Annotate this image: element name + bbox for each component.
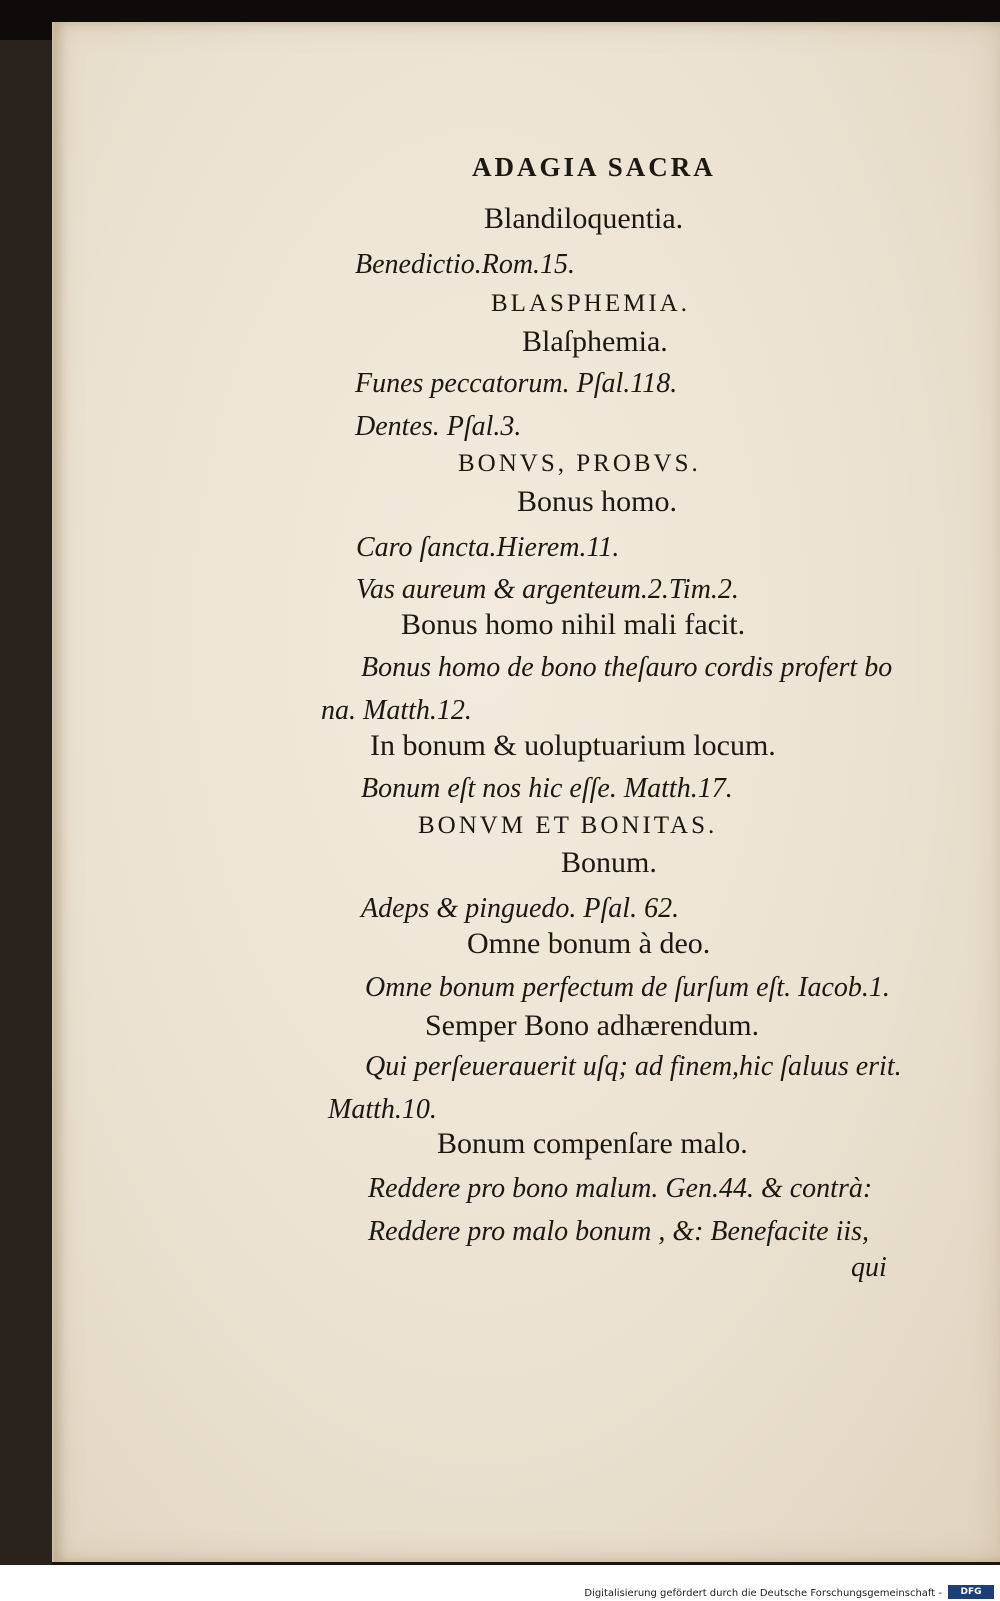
entry-heading: In bonum & uoluptuarium locum. xyxy=(370,729,776,762)
entry-citation: Reddere pro bono malum. Gen.44. & contrà: xyxy=(368,1173,873,1204)
footer-credit: Digitalisierung gefördert durch die Deutsche Forschungsgemeinschaft - xyxy=(584,1588,942,1599)
entry-citation: Dentes. Pſal.3. xyxy=(355,411,522,442)
entry-heading: Blandiloquentia. xyxy=(484,202,684,235)
entry-heading: Bonus homo. xyxy=(517,485,678,518)
entry-citation: Qui perſeuerauerit uſq; ad finem,hic ſaluus erit. xyxy=(365,1051,902,1082)
entry-citation: Caro ſancta.Hierem.11. xyxy=(356,532,620,563)
running-header: ADAGIA SACRA xyxy=(472,152,716,182)
entry-citation-continued: Matth.10. xyxy=(328,1094,437,1125)
entry-citation: Bonus homo de bono theſauro cordis profert bo xyxy=(361,652,893,683)
catchword: qui xyxy=(851,1252,887,1283)
entry-heading: Bonum. xyxy=(561,846,657,879)
left-border xyxy=(0,40,52,1565)
entry-citation: Omne bonum perfectum de ſurſum eſt. Iacob.1. xyxy=(365,972,890,1003)
entry-citation: Funes peccatorum. Pſal.118. xyxy=(355,368,678,399)
entry-heading: Blaſphemia. xyxy=(522,325,668,358)
section-heading: BONVM ET BONITAS. xyxy=(418,812,718,839)
entry-citation: Benedictio.Rom.15. xyxy=(355,249,576,280)
entry-citation-continued: na. Matth.12. xyxy=(321,695,472,726)
entry-heading: Semper Bono adhærendum. xyxy=(425,1009,760,1042)
entry-citation: Reddere pro malo bonum , &: Benefacite iis, xyxy=(368,1216,870,1247)
section-heading: BLASPHEMIA. xyxy=(491,290,690,317)
entry-citation: Bonum eſt nos hic eſſe. Matth.17. xyxy=(361,773,733,804)
entry-heading: Omne bonum à deo. xyxy=(467,927,711,960)
entry-citation: Vas aureum & argenteum.2.Tim.2. xyxy=(356,574,739,605)
dfg-logo: DFG xyxy=(948,1585,994,1599)
section-heading: BONVS, PROBVS. xyxy=(458,450,701,477)
entry-heading: Bonus homo nihil mali facit. xyxy=(401,608,746,641)
entry-heading: Bonum compenſare malo. xyxy=(437,1127,748,1160)
entry-citation: Adeps & pinguedo. Pſal. 62. xyxy=(361,893,680,924)
